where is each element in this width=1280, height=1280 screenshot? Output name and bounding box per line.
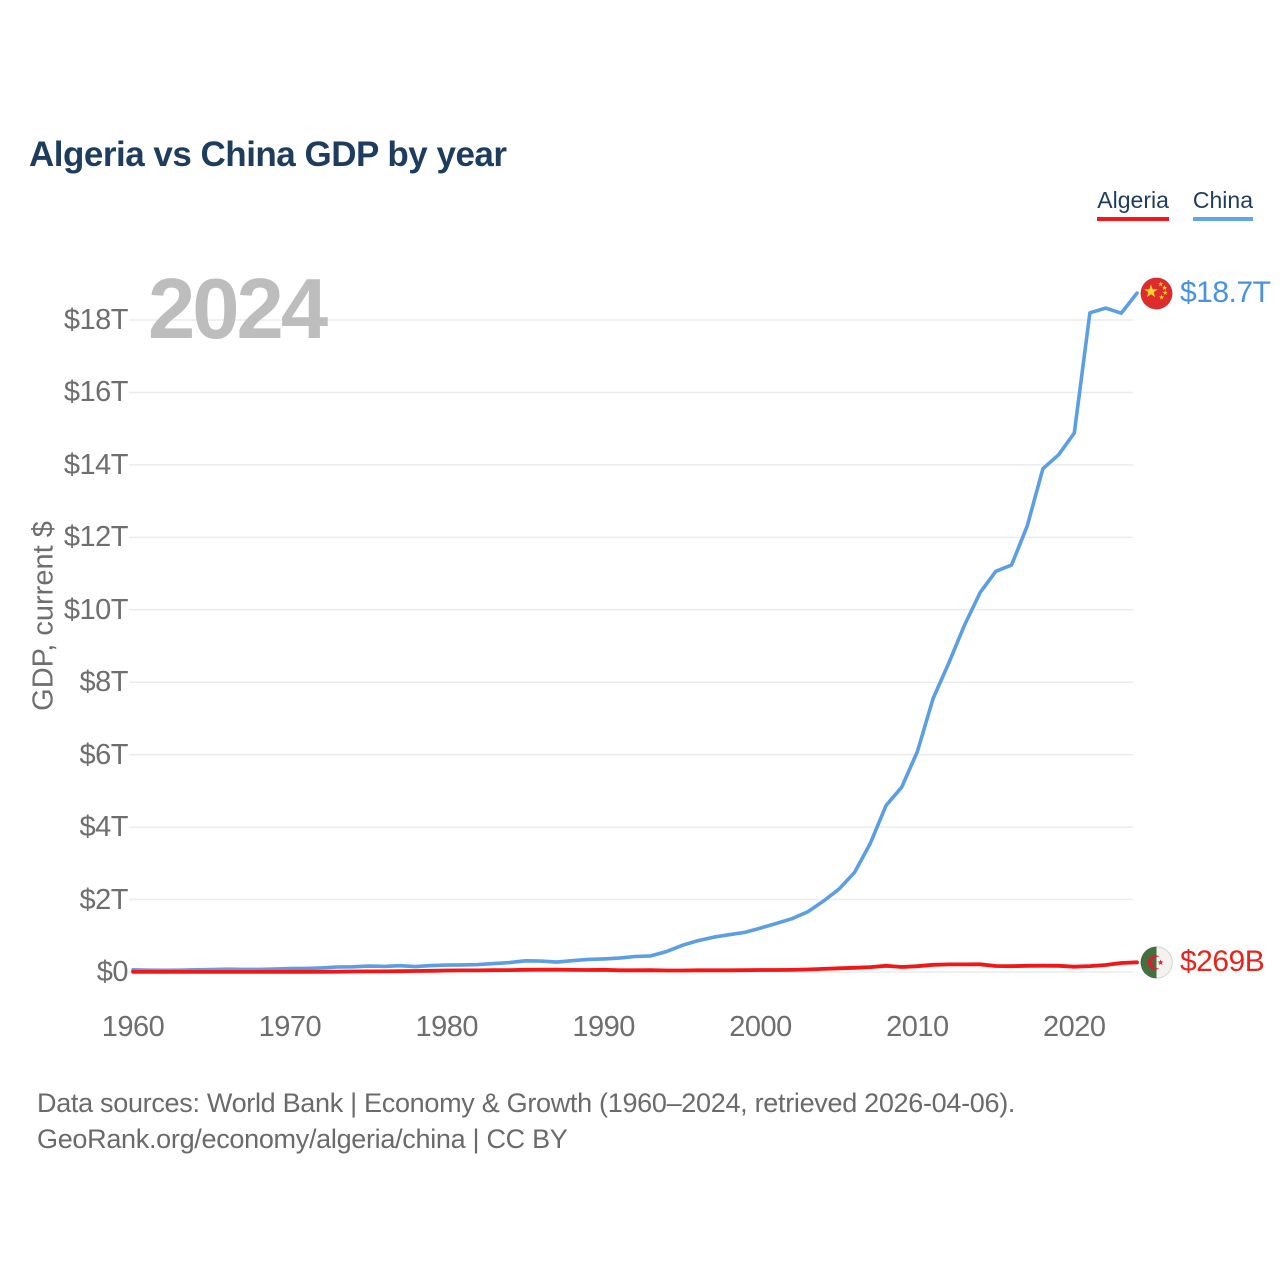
algeria-line [133, 962, 1137, 972]
page-title: Algeria vs China GDP by year [29, 135, 507, 175]
x-tick-label: 2020 [1042, 1011, 1106, 1043]
y-tick-label: $12T [63, 521, 128, 554]
footer [37, 1085, 1015, 1157]
china-end-value-label: $18.7T [1180, 276, 1271, 310]
y-tick-label: $18T [63, 304, 128, 337]
x-tick-label: 1960 [101, 1011, 165, 1043]
year-watermark: 2024 [148, 262, 326, 357]
china-line [133, 293, 1137, 970]
y-tick-label: $2T [79, 883, 128, 916]
legend [1097, 187, 1253, 221]
legend-item-algeria[interactable]: Algeria [1097, 187, 1169, 221]
china-flag-icon [1140, 277, 1173, 310]
y-tick-label: $14T [63, 448, 128, 481]
algeria-flag-icon [1140, 946, 1173, 979]
y-tick-label: $8T [79, 666, 128, 699]
x-tick-label: 2000 [729, 1011, 792, 1043]
footer-data-sources: Data sources: World Bank | Economy & Growth (1960–2024, retrieved 2026-04-06). [37, 1088, 1016, 1118]
x-tick-label: 1980 [415, 1011, 478, 1043]
x-tick-label: 1990 [572, 1011, 635, 1043]
y-axis-title: GDP, current $ [27, 521, 60, 711]
x-tick-label: 2010 [886, 1011, 949, 1043]
y-tick-label: $6T [79, 738, 128, 771]
x-tick-label: 1970 [258, 1011, 322, 1043]
algeria-end-value-label: $269B [1180, 945, 1265, 979]
y-tick-label: $10T [63, 593, 128, 626]
y-tick-label: $16T [63, 376, 128, 409]
y-tick-label: $4T [79, 811, 128, 844]
legend-item-china[interactable]: China [1193, 187, 1253, 221]
footer-attribution: GeoRank.org/economy/algeria/china | CC BY [37, 1124, 568, 1154]
y-tick-label: $0 [96, 956, 128, 988]
